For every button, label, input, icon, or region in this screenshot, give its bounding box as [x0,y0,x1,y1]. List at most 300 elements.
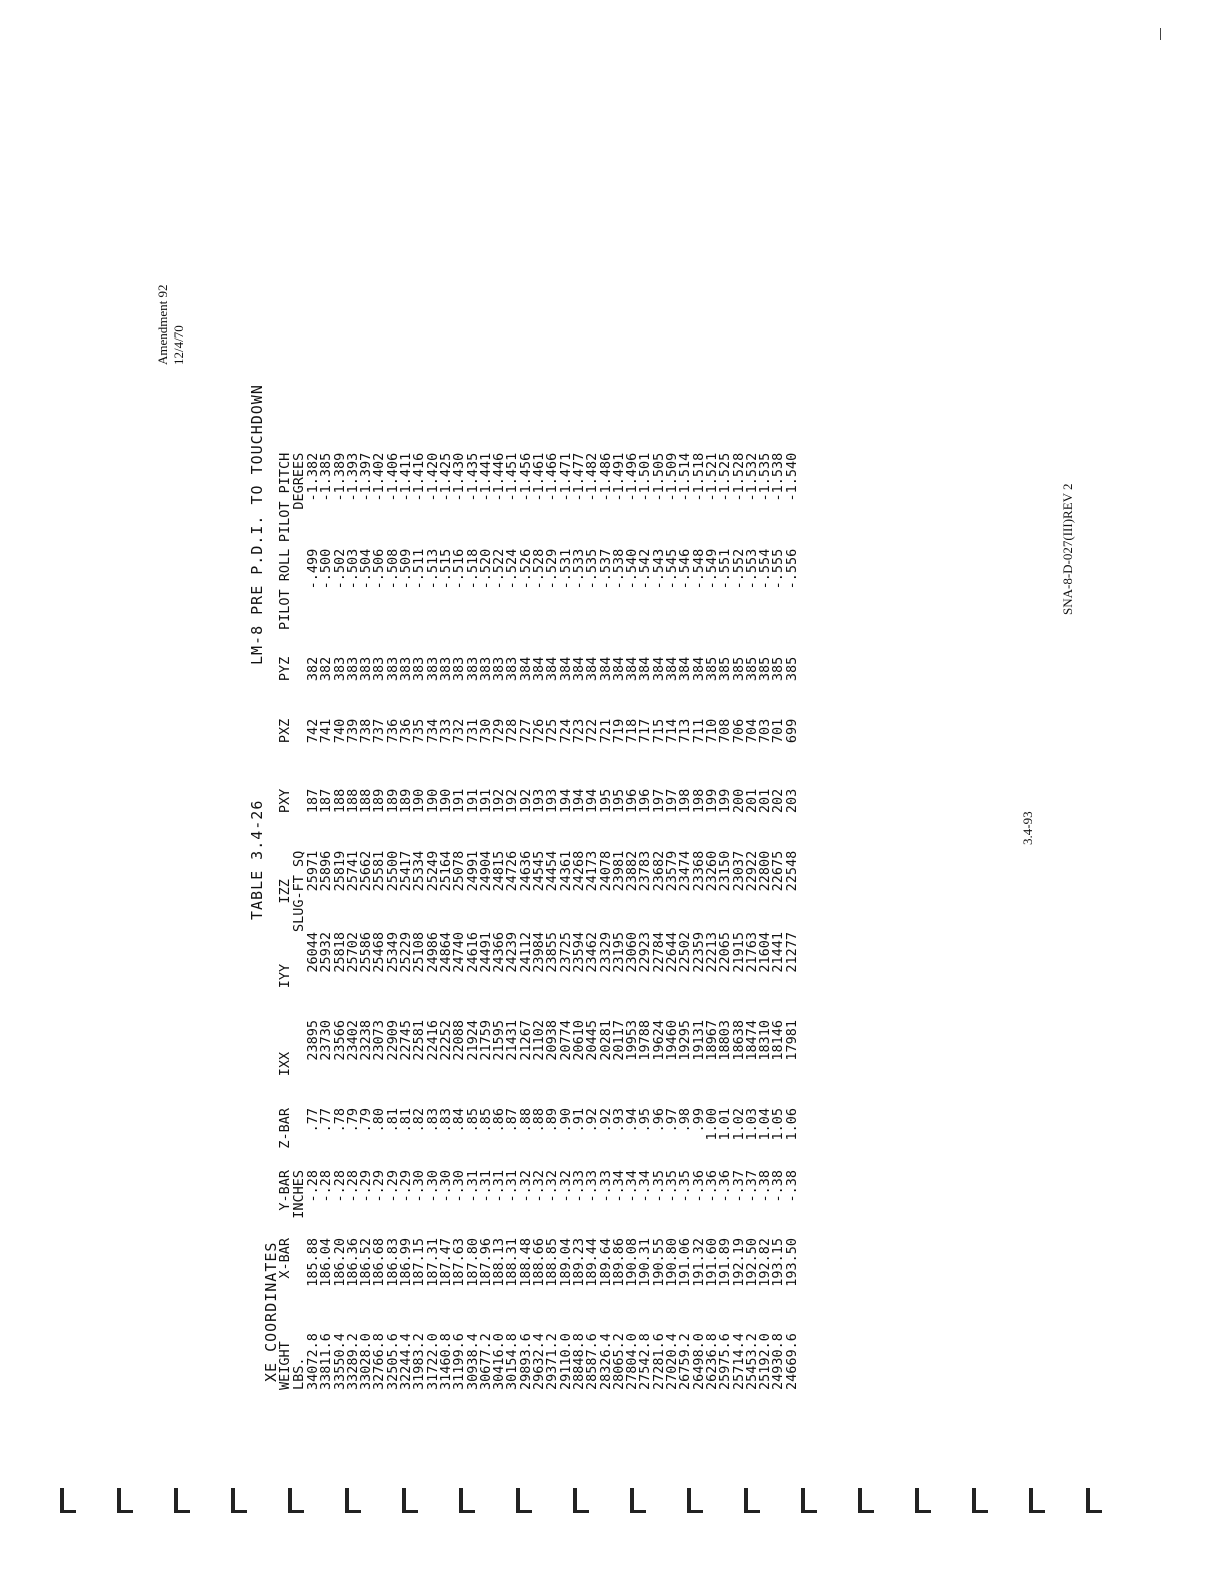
frame-mark [345,1488,361,1513]
table-cell: 22502 [677,932,694,973]
table-cell: 197 [650,788,667,814]
table-cell: 192.82 [757,1238,774,1287]
table-cell: 24239 [504,932,521,973]
table-cell: .91 [570,1108,587,1133]
table-cell: 25229 [398,932,415,973]
table-cell: .94 [624,1108,641,1133]
table-cell: -.28 [344,1170,361,1203]
table-cell: 34072.8 [305,1333,321,1390]
table-cell: -.543 [650,548,667,590]
table-cell: -.34 [637,1170,654,1203]
table-cell: 23073 [371,1020,388,1061]
table-cell: -1.540 [783,452,800,502]
table-cell: -.34 [610,1170,627,1203]
table-cell: 21431 [504,1020,521,1061]
table-cell: 191.06 [677,1238,694,1287]
frame-mark [231,1488,247,1513]
table-cell: -1.509 [664,452,681,502]
table-cell: 191.89 [717,1238,734,1287]
table-cell: .83 [424,1108,441,1133]
table-cell: -1.456 [517,452,534,502]
table-cell: -1.416 [411,452,428,502]
table-cell: 706 [730,718,747,744]
table-cell: -1.482 [584,452,601,502]
table-cell: 27542.8 [637,1333,654,1390]
table-cell: -1.435 [464,452,481,502]
table-cell: 384 [557,656,574,682]
table-cell: 383 [504,656,521,682]
table-row [786,453,799,1390]
table-cell: 190 [424,788,441,814]
table-cell: 22065 [717,932,734,973]
table-body [307,453,799,1390]
table-cell: .79 [358,1108,375,1133]
table-title: TABLE 3.4-26 [248,799,266,920]
table-cell: 193 [544,788,561,814]
table-cell: 1.03 [743,1108,760,1141]
table-cell: 195 [597,788,614,814]
table-cell: 193.50 [783,1238,800,1287]
table-cell: .80 [371,1108,388,1133]
table-cell: -.538 [610,548,627,590]
table-cell: 27281.6 [650,1333,667,1390]
table-cell: 26759.2 [677,1333,694,1390]
table-cell: 29893.6 [517,1333,534,1390]
table-cell: 23730 [318,1020,335,1061]
col-pilot-roll-header: PILOT ROLL [277,548,293,630]
mass-properties-table [278,453,799,1390]
table-cell: 28326.4 [597,1333,614,1390]
table-cell: 187.47 [437,1238,454,1287]
table-cell: 32244.4 [398,1333,415,1390]
col-ixx-header: IXX [277,1051,293,1077]
table-cell: 741 [318,718,335,744]
table-cell: 384 [584,656,601,682]
table-cell: .88 [531,1108,548,1133]
table-cell: -.29 [398,1170,415,1203]
table-cell: 26498.0 [690,1333,707,1390]
table-cell: 19624 [650,1020,667,1061]
table-cell: 194 [584,788,601,814]
table-cell: .92 [597,1108,614,1133]
table-cell: -.36 [690,1170,707,1203]
table-cell: 22800 [757,850,774,892]
table-cell: 385 [703,656,720,682]
table-cell: 723 [570,718,587,744]
table-cell: 33811.6 [318,1333,335,1390]
table-cell: 25164 [437,850,454,892]
table-cell: -.33 [597,1170,614,1203]
table-cell: -1.446 [491,452,508,502]
table-cell: .79 [344,1108,361,1133]
table-cell: 189.86 [610,1238,627,1287]
table-subtitle: LM-8 PRE P.D.I. TO TOUCHDOWN [248,384,266,665]
table-cell: 23725 [557,932,574,973]
table-cell: 31722.0 [424,1333,441,1390]
amendment-line-1: Amendment 92 [155,284,170,365]
table-cell: .84 [451,1108,468,1133]
table-cell: -.29 [371,1170,388,1203]
table-cell: 193 [531,788,548,814]
table-cell: -.31 [504,1170,521,1203]
table-cell: 25078 [451,850,468,892]
table-cell: -.531 [557,548,574,590]
table-cell: 18474 [743,1020,760,1061]
table-cell: .96 [650,1108,667,1133]
table-cell: 33550.4 [331,1333,348,1390]
table-cell: -.551 [717,548,734,590]
table-cell: 30416.0 [491,1333,508,1390]
table-cell: 186.20 [331,1238,348,1287]
table-cell: -.28 [331,1170,348,1203]
table-cell: 187 [305,788,321,814]
table-cell: 21277 [783,932,800,973]
table-cell: 383 [464,656,481,682]
table-cell: 201 [743,788,760,814]
table-cell: -.518 [464,548,481,590]
table-cell: 1.01 [717,1108,734,1141]
table-cell: 701 [770,718,787,744]
table-cell: .90 [557,1108,574,1133]
table-cell: 722 [584,718,601,744]
table-cell: -.556 [783,548,800,590]
table-cell: .87 [504,1108,521,1133]
table-cell: 24636 [517,850,534,892]
table-cell: 736 [398,718,415,744]
table-cell: 383 [384,656,401,682]
table-cell: .77 [305,1108,321,1133]
table-cell: -.504 [358,548,375,590]
table-cell: -.552 [730,548,747,590]
table-cell: 24173 [584,850,601,892]
table-cell: -1.491 [610,452,627,502]
table-cell: 17981 [783,1020,800,1061]
table-cell: 22088 [451,1020,468,1061]
table-cell: 24078 [597,850,614,892]
table-cell: 188.31 [504,1238,521,1287]
table-cell: 24366 [491,932,508,973]
table-cell: 24361 [557,850,574,892]
table-cell: 32766.8 [371,1333,388,1390]
table-cell: -.499 [305,548,321,590]
table-cell: 21441 [770,932,787,973]
table-cell: 186.83 [384,1238,401,1287]
table-cell: 190 [437,788,454,814]
table-cell: 383 [451,656,468,682]
table-cell: 198 [690,788,707,814]
table-cell: -.38 [783,1170,800,1203]
table-cell: 19295 [677,1020,694,1061]
table-cell: 25702 [344,932,361,973]
table-cell: -.526 [517,548,534,590]
table-cell: -.502 [331,548,348,590]
table-cell: -.508 [384,548,401,590]
table-cell: 733 [437,718,454,744]
table-cell: 25975.6 [717,1333,734,1390]
table-cell: -.31 [477,1170,494,1203]
table-cell: 384 [650,656,667,682]
table-cell: 23895 [305,1020,321,1061]
table-cell: -.511 [411,548,428,590]
table-cell: -.533 [570,548,587,590]
table-cell: 25192.0 [757,1333,774,1390]
col-pyz-header: PYZ [277,656,293,682]
table-cell: .89 [544,1108,561,1133]
table-cell: 190.08 [624,1238,641,1287]
xe-coordinates-label: XE COORDINATES [262,1241,280,1382]
table-cell: 23579 [664,850,681,892]
table-cell: -.37 [730,1170,747,1203]
table-cell: -.30 [451,1170,468,1203]
table-cell: 190.80 [664,1238,681,1287]
table-cell: 737 [371,718,388,744]
table-cell: -1.514 [677,452,694,502]
table-cell: 22784 [650,932,667,973]
table-cell: 29371.2 [544,1333,561,1390]
table-cell: 25500 [384,850,401,892]
table-cell: 25662 [358,850,375,892]
table-cell: 21595 [491,1020,508,1061]
table-cell: 1.05 [770,1108,787,1141]
table-cell: 24930.8 [770,1333,787,1390]
col-izz-header: IZZ SLUG-FT SQ [277,850,307,932]
table-cell: 713 [677,718,694,744]
table-cell: 18803 [717,1020,734,1061]
table-cell: -1.496 [624,452,641,502]
table-cell: 21924 [464,1020,481,1061]
table-cell: 703 [757,718,774,744]
table-cell: 23238 [358,1020,375,1061]
table-cell: 728 [504,718,521,744]
table-cell: -1.505 [650,452,667,502]
table-cell: 383 [411,656,428,682]
table-cell: 187.63 [451,1238,468,1287]
table-cell: -.33 [570,1170,587,1203]
table-cell: 383 [344,656,361,682]
table-cell: -.31 [491,1170,508,1203]
table-cell: -1.406 [384,452,401,502]
table-cell: 383 [358,656,375,682]
table-cell: 22675 [770,850,787,892]
table-cell: 384 [610,656,627,682]
table-cell: 735 [411,718,428,744]
table-cell: 714 [664,718,681,744]
frame-mark [630,1488,646,1513]
table-cell: 22416 [424,1020,441,1061]
table-cell: -.546 [677,548,694,590]
table-cell: 18146 [770,1020,787,1061]
table-cell: 23566 [331,1020,348,1061]
table-cell: 22359 [690,932,707,973]
table-cell: -1.451 [504,452,521,502]
table-cell: 32505.6 [384,1333,401,1390]
table-cell: 193.15 [770,1238,787,1287]
table-cell: -.29 [358,1170,375,1203]
table-cell: 33028.0 [358,1333,375,1390]
table-cell: 187.80 [464,1238,481,1287]
table-cell: 699 [783,718,800,744]
table-cell: 22581 [411,1020,428,1061]
table-cell: 384 [597,656,614,682]
table-cell: -1.393 [344,452,361,502]
table-cell: 20938 [544,1020,561,1061]
table-cell: 23195 [610,932,627,973]
table-cell: -.35 [664,1170,681,1203]
table-cell: 726 [531,718,548,744]
table-cell: 186.04 [318,1238,335,1287]
table-cell: 190.55 [650,1238,667,1287]
table-cell: 717 [637,718,654,744]
edge-mark [1160,28,1161,40]
table-cell: 383 [477,656,494,682]
table-cell: -1.466 [544,452,561,502]
table-cell: .83 [437,1108,454,1133]
table-cell: 708 [717,718,734,744]
table-cell: 25417 [398,850,415,892]
table-cell: 186.99 [398,1238,415,1287]
table-cell: -1.397 [358,452,375,502]
table-cell: 721 [597,718,614,744]
table-cell: 24669.6 [783,1333,800,1390]
table-cell: 729 [491,718,508,744]
table-cell: 203 [783,788,800,814]
table-cell: -.33 [584,1170,601,1203]
table-cell: 23984 [531,932,548,973]
table-cell: 23682 [650,850,667,892]
table-cell: 710 [703,718,720,744]
table-cell: -1.461 [531,452,548,502]
col-iyy-header: IYY [277,963,293,989]
table-cell: -.529 [544,548,561,590]
table-cell: 199 [717,788,734,814]
table-cell: 22252 [437,1020,454,1061]
table-cell: 28065.2 [610,1333,627,1390]
table-cell: -1.471 [557,452,574,502]
table-cell: 718 [624,718,641,744]
table-cell: 196 [624,788,641,814]
table-cell: -.32 [544,1170,561,1203]
table-cell: 384 [677,656,694,682]
table-cell: 23150 [717,850,734,892]
table-cell: -.38 [757,1170,774,1203]
table-cell: 1.02 [730,1108,747,1141]
table-cell: 31199.6 [451,1333,468,1390]
frame-mark [915,1488,931,1513]
table-cell: 199 [703,788,720,814]
table-cell: 20281 [597,1020,614,1061]
table-cell: -.555 [770,548,787,590]
table-cell: 736 [384,718,401,744]
table-cell: -.36 [703,1170,720,1203]
table-cell: -.35 [677,1170,694,1203]
table-cell: 189 [384,788,401,814]
table-cell: 21604 [757,932,774,973]
table-cell: 725 [544,718,561,744]
table-cell: 23329 [597,932,614,973]
table-cell: -.509 [398,548,415,590]
table-cell: 21759 [477,1020,494,1061]
table-cell: 25581 [371,850,388,892]
table-cell: 23855 [544,932,561,973]
table-cell: -.537 [597,548,614,590]
frame-mark [687,1488,703,1513]
table-cell: 23981 [610,850,627,892]
table-cell: -1.501 [637,452,654,502]
film-frame-marks [60,1488,1160,1516]
table-cell: 383 [331,656,348,682]
table-cell: -1.382 [305,452,321,502]
table-cell: 21267 [517,1020,534,1061]
table-cell: .92 [584,1108,601,1133]
table-cell: 734 [424,718,441,744]
table-cell: 1.04 [757,1108,774,1141]
table-cell: 22923 [637,932,654,973]
table-cell: 24991 [464,850,481,892]
table-cell: 192 [517,788,534,814]
table-cell: 23368 [690,850,707,892]
table-cell: 385 [757,656,774,682]
table-cell: -1.477 [570,452,587,502]
table-cell: -1.518 [690,452,707,502]
table-cell: -.32 [557,1170,574,1203]
frame-mark [60,1488,76,1513]
table-cell: 189.44 [584,1238,601,1287]
table-cell: 192.50 [743,1238,760,1287]
table-cell: -.515 [437,548,454,590]
table-cell: 18310 [757,1020,774,1061]
col-zbar-header: Z-BAR [277,1108,293,1149]
table-cell: -.516 [451,548,468,590]
table-cell: .81 [384,1108,401,1133]
table-cell: 19131 [690,1020,707,1061]
table-cell: -.500 [318,548,335,590]
table-cell: -.29 [384,1170,401,1203]
table-cell: 185.88 [305,1238,321,1287]
table-cell: -1.430 [451,452,468,502]
table-cell: 189.23 [570,1238,587,1287]
table-cell: 23474 [677,850,694,892]
table-cell: 385 [783,656,800,682]
frame-mark [801,1488,817,1513]
table-cell: 24454 [544,850,561,892]
table-cell: -.37 [743,1170,760,1203]
table-cell: 28587.6 [584,1333,601,1390]
table-cell: 189.04 [557,1238,574,1287]
table-cell: -.540 [624,548,641,590]
col-pilot-pitch-header: PILOT PITCH DEGREES [277,452,307,543]
table-cell: 189 [398,788,415,814]
table-cell: .97 [664,1108,681,1133]
table-cell: 188 [344,788,361,814]
table-cell: 22548 [783,850,800,892]
frame-mark [516,1488,532,1513]
table-cell: 194 [570,788,587,814]
table-cell: 25971 [305,850,321,892]
table-cell: -.34 [624,1170,641,1203]
col-ybar-header: Y-BAR INCHES [277,1170,307,1219]
frame-mark [744,1488,760,1513]
table-cell: 18638 [730,1020,747,1061]
document-number: SNA-8-D-027(III)REV 2 [1060,483,1075,615]
table-cell: 31983.2 [411,1333,428,1390]
table-cell: 25714.4 [730,1333,747,1390]
table-cell: 191.32 [690,1238,707,1287]
table-cell: 29110.0 [557,1333,574,1390]
table-cell: 23783 [637,850,654,892]
table-cell: 20117 [610,1020,627,1061]
table-cell: 23594 [570,932,587,973]
table-cell: -.36 [717,1170,734,1203]
